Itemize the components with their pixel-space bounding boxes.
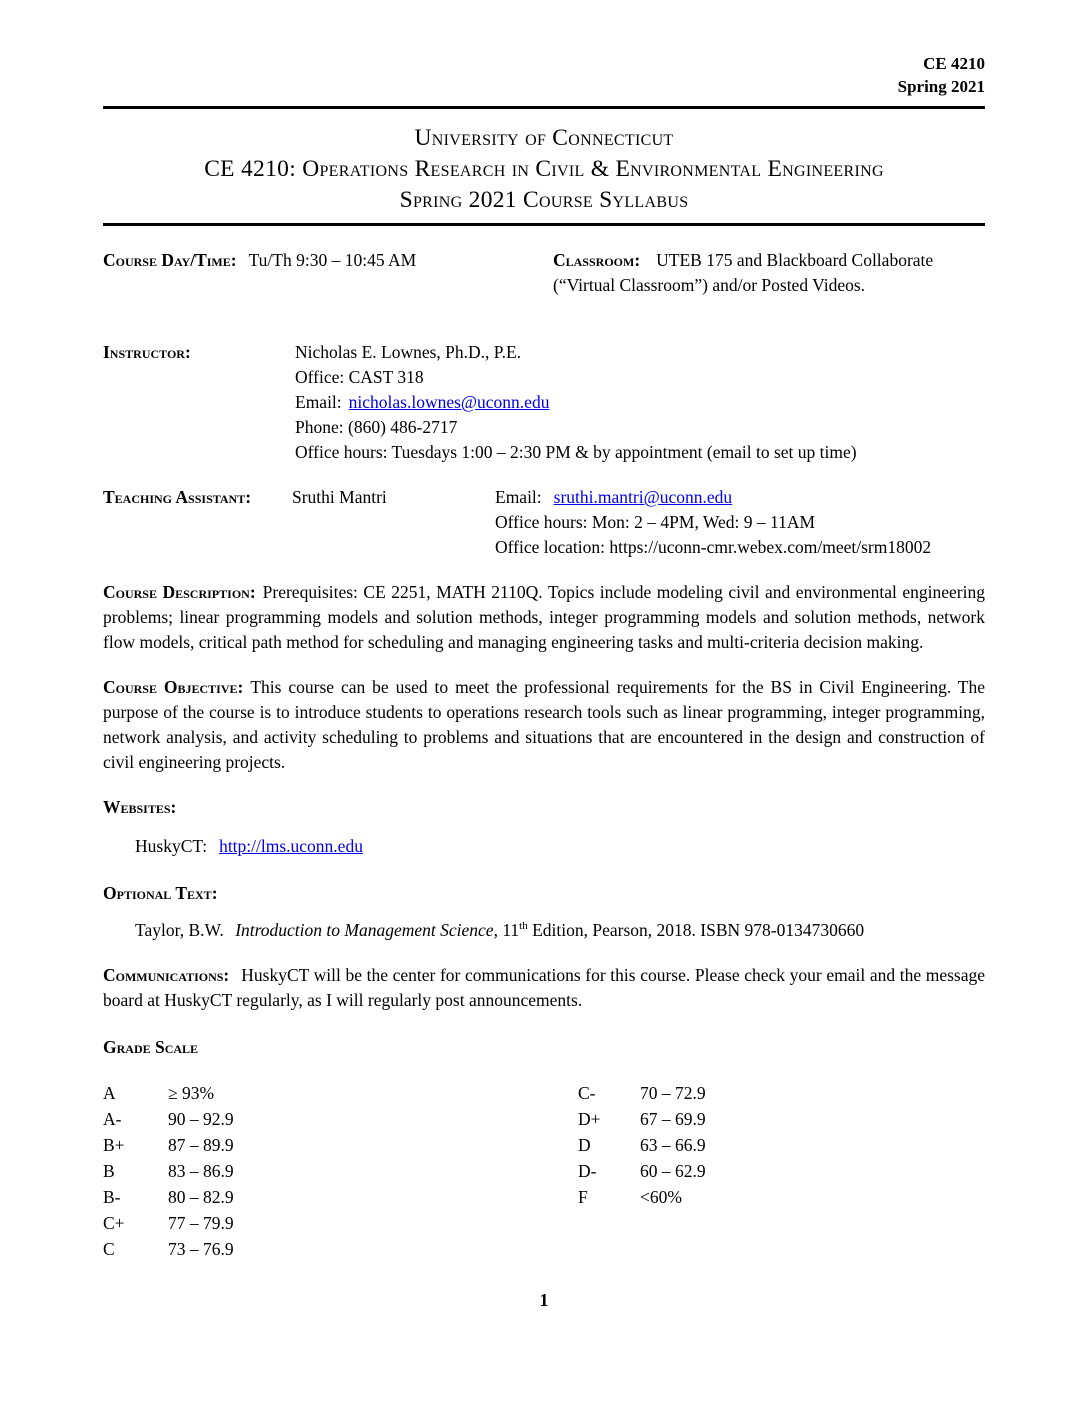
grade-range: 63 – 66.9 (640, 1135, 706, 1155)
page-corner-header (103, 52, 985, 98)
grade-range: 77 – 79.9 (168, 1213, 234, 1233)
grade-letter: C+ (103, 1213, 125, 1233)
title-line-course: CE 4210: Operations Research in Civil & Environmental Engineering (204, 156, 884, 182)
title-bottom-rule (103, 223, 985, 226)
communications-text: HuskyCT will be the center for communications for this course. Please check your email and the message board at HuskyCT regularly, as I will regularly post announcements. (103, 965, 985, 1010)
teaching-assistant-section (103, 485, 985, 560)
title-line-university: University of Connecticut (414, 125, 674, 151)
citation-edition-sup: th (519, 920, 528, 933)
grade-range: 83 – 86.9 (168, 1161, 234, 1181)
grade-row (103, 1184, 578, 1210)
grade-range: <60% (640, 1187, 682, 1207)
classroom-label: Classroom: (553, 250, 641, 270)
course-description (103, 580, 985, 655)
instructor-email-link[interactable]: nicholas.lownes@uconn.edu (348, 392, 550, 412)
instructor-email-label: Email: (295, 392, 342, 412)
grade-letter: B- (103, 1187, 121, 1207)
instructor-phone: Phone: (860) 486-2717 (295, 417, 458, 437)
course-description-text: Prerequisites: CE 2251, MATH 2110Q. Topics include modeling civil and environmental engineering problems; linear programming models and solution methods, integer programming models and solution methods, network flow models, critical path method for scheduling and managing engineering tasks and multi-criteria decision making. (103, 582, 986, 652)
huskyct-line (135, 834, 985, 859)
grade-letter: A (103, 1083, 116, 1103)
top-rule (103, 106, 985, 109)
grade-range: 80 – 82.9 (168, 1187, 234, 1207)
grade-row (578, 1080, 878, 1106)
grade-row (103, 1236, 578, 1262)
grade-letter: A- (103, 1109, 122, 1129)
course-daytime (103, 248, 553, 298)
instructor-email-line (295, 390, 857, 415)
instructor-name: Nicholas E. Lownes, Ph.D., P.E. (295, 342, 522, 362)
grade-range: 60 – 62.9 (640, 1161, 706, 1181)
grade-letter: D- (578, 1161, 597, 1181)
grade-range: 90 – 92.9 (168, 1109, 234, 1129)
classroom (553, 248, 985, 298)
ta-email-line (495, 485, 931, 510)
instructor-office: Office: CAST 318 (295, 367, 424, 387)
ta-office-hours: Office hours: Mon: 2 – 4PM, Wed: 9 – 11AM (495, 512, 816, 532)
course-objective (103, 675, 985, 775)
grade-range: 87 – 89.9 (168, 1135, 234, 1155)
course-description-label: Course Description: (103, 582, 256, 602)
ta-label-col (103, 485, 292, 560)
citation-edition-pre: , 11 (493, 920, 520, 940)
grade-row (103, 1210, 578, 1236)
instructor-office-hours: Office hours: Tuesdays 1:00 – 2:30 PM & by appointment (email to set up time) (295, 442, 857, 462)
citation-author: Taylor, B.W. (135, 920, 229, 940)
ta-email-link[interactable]: sruthi.mantri@uconn.edu (553, 487, 733, 507)
optional-text-heading: Optional Text: (103, 883, 218, 903)
grade-row (103, 1106, 578, 1132)
websites-heading: Websites: (103, 797, 177, 817)
instructor-label-col (103, 340, 295, 465)
huskyct-label: HuskyCT: (135, 836, 208, 856)
grade-scale-heading: Grade Scale (103, 1037, 199, 1057)
grade-letter: B (103, 1161, 115, 1181)
corner-term: Spring 2021 (897, 77, 985, 96)
grade-scale-right-column (578, 1080, 878, 1262)
ta-details (495, 485, 931, 560)
grade-scale-table (103, 1080, 985, 1262)
grade-letter: C- (578, 1083, 596, 1103)
grade-range: 73 – 76.9 (168, 1239, 234, 1259)
citation-title: Introduction to Management Science (235, 920, 494, 940)
page-number: 1 (539, 1290, 549, 1310)
course-daytime-label: Course Day/Time: (103, 250, 237, 270)
communications (103, 963, 985, 1013)
grade-row (103, 1132, 578, 1158)
grade-row (103, 1080, 578, 1106)
grade-row (578, 1132, 878, 1158)
grade-row (578, 1184, 878, 1210)
huskyct-link[interactable]: http://lms.uconn.edu (219, 836, 363, 856)
ta-label: Teaching Assistant: (103, 487, 252, 507)
corner-course-code: CE 4210 (923, 54, 985, 73)
classroom-value: UTEB 175 and Blackboard Collaborate (“Virtual Classroom”) and/or Posted Videos. (553, 250, 934, 295)
grade-scale-left-column (103, 1080, 578, 1262)
course-objective-text: This course can be used to meet the professional requirements for the BS in Civil Engineering. The purpose of the course is to introduce students to operations research tools such as linear programming, integer programming, network analysis, and activity scheduling to problems and situations that are encountered in the design and construction of civil engineering projects. (103, 677, 985, 772)
ta-office-location: Office location: https://uconn-cmr.webex.com/meet/srm18002 (495, 537, 932, 557)
document-title (103, 123, 985, 216)
title-line-term: Spring 2021 Course Syllabus (399, 187, 689, 213)
grade-range: ≥ 93% (168, 1083, 215, 1103)
communications-label: Communications: (103, 965, 230, 985)
ta-email-label: Email: (495, 487, 542, 507)
instructor-section (103, 340, 985, 465)
grade-letter: D+ (578, 1109, 601, 1129)
course-info-row (103, 248, 985, 298)
ta-name: Sruthi Mantri (292, 487, 387, 507)
grade-row (103, 1158, 578, 1184)
grade-row (578, 1106, 878, 1132)
citation-tail: Edition, Pearson, 2018. ISBN 978-0134730660 (527, 920, 865, 940)
grade-letter: C (103, 1239, 115, 1259)
course-objective-label: Course Objective: (103, 677, 244, 697)
grade-row (578, 1158, 878, 1184)
grade-letter: D (578, 1135, 591, 1155)
instructor-details (295, 340, 857, 465)
grade-range: 70 – 72.9 (640, 1083, 706, 1103)
grade-letter: F (578, 1187, 588, 1207)
instructor-label: Instructor: (103, 342, 191, 362)
grade-letter: B+ (103, 1135, 125, 1155)
grade-range: 67 – 69.9 (640, 1109, 706, 1129)
course-daytime-value: Tu/Th 9:30 – 10:45 AM (248, 250, 417, 270)
citation-line (135, 918, 985, 943)
